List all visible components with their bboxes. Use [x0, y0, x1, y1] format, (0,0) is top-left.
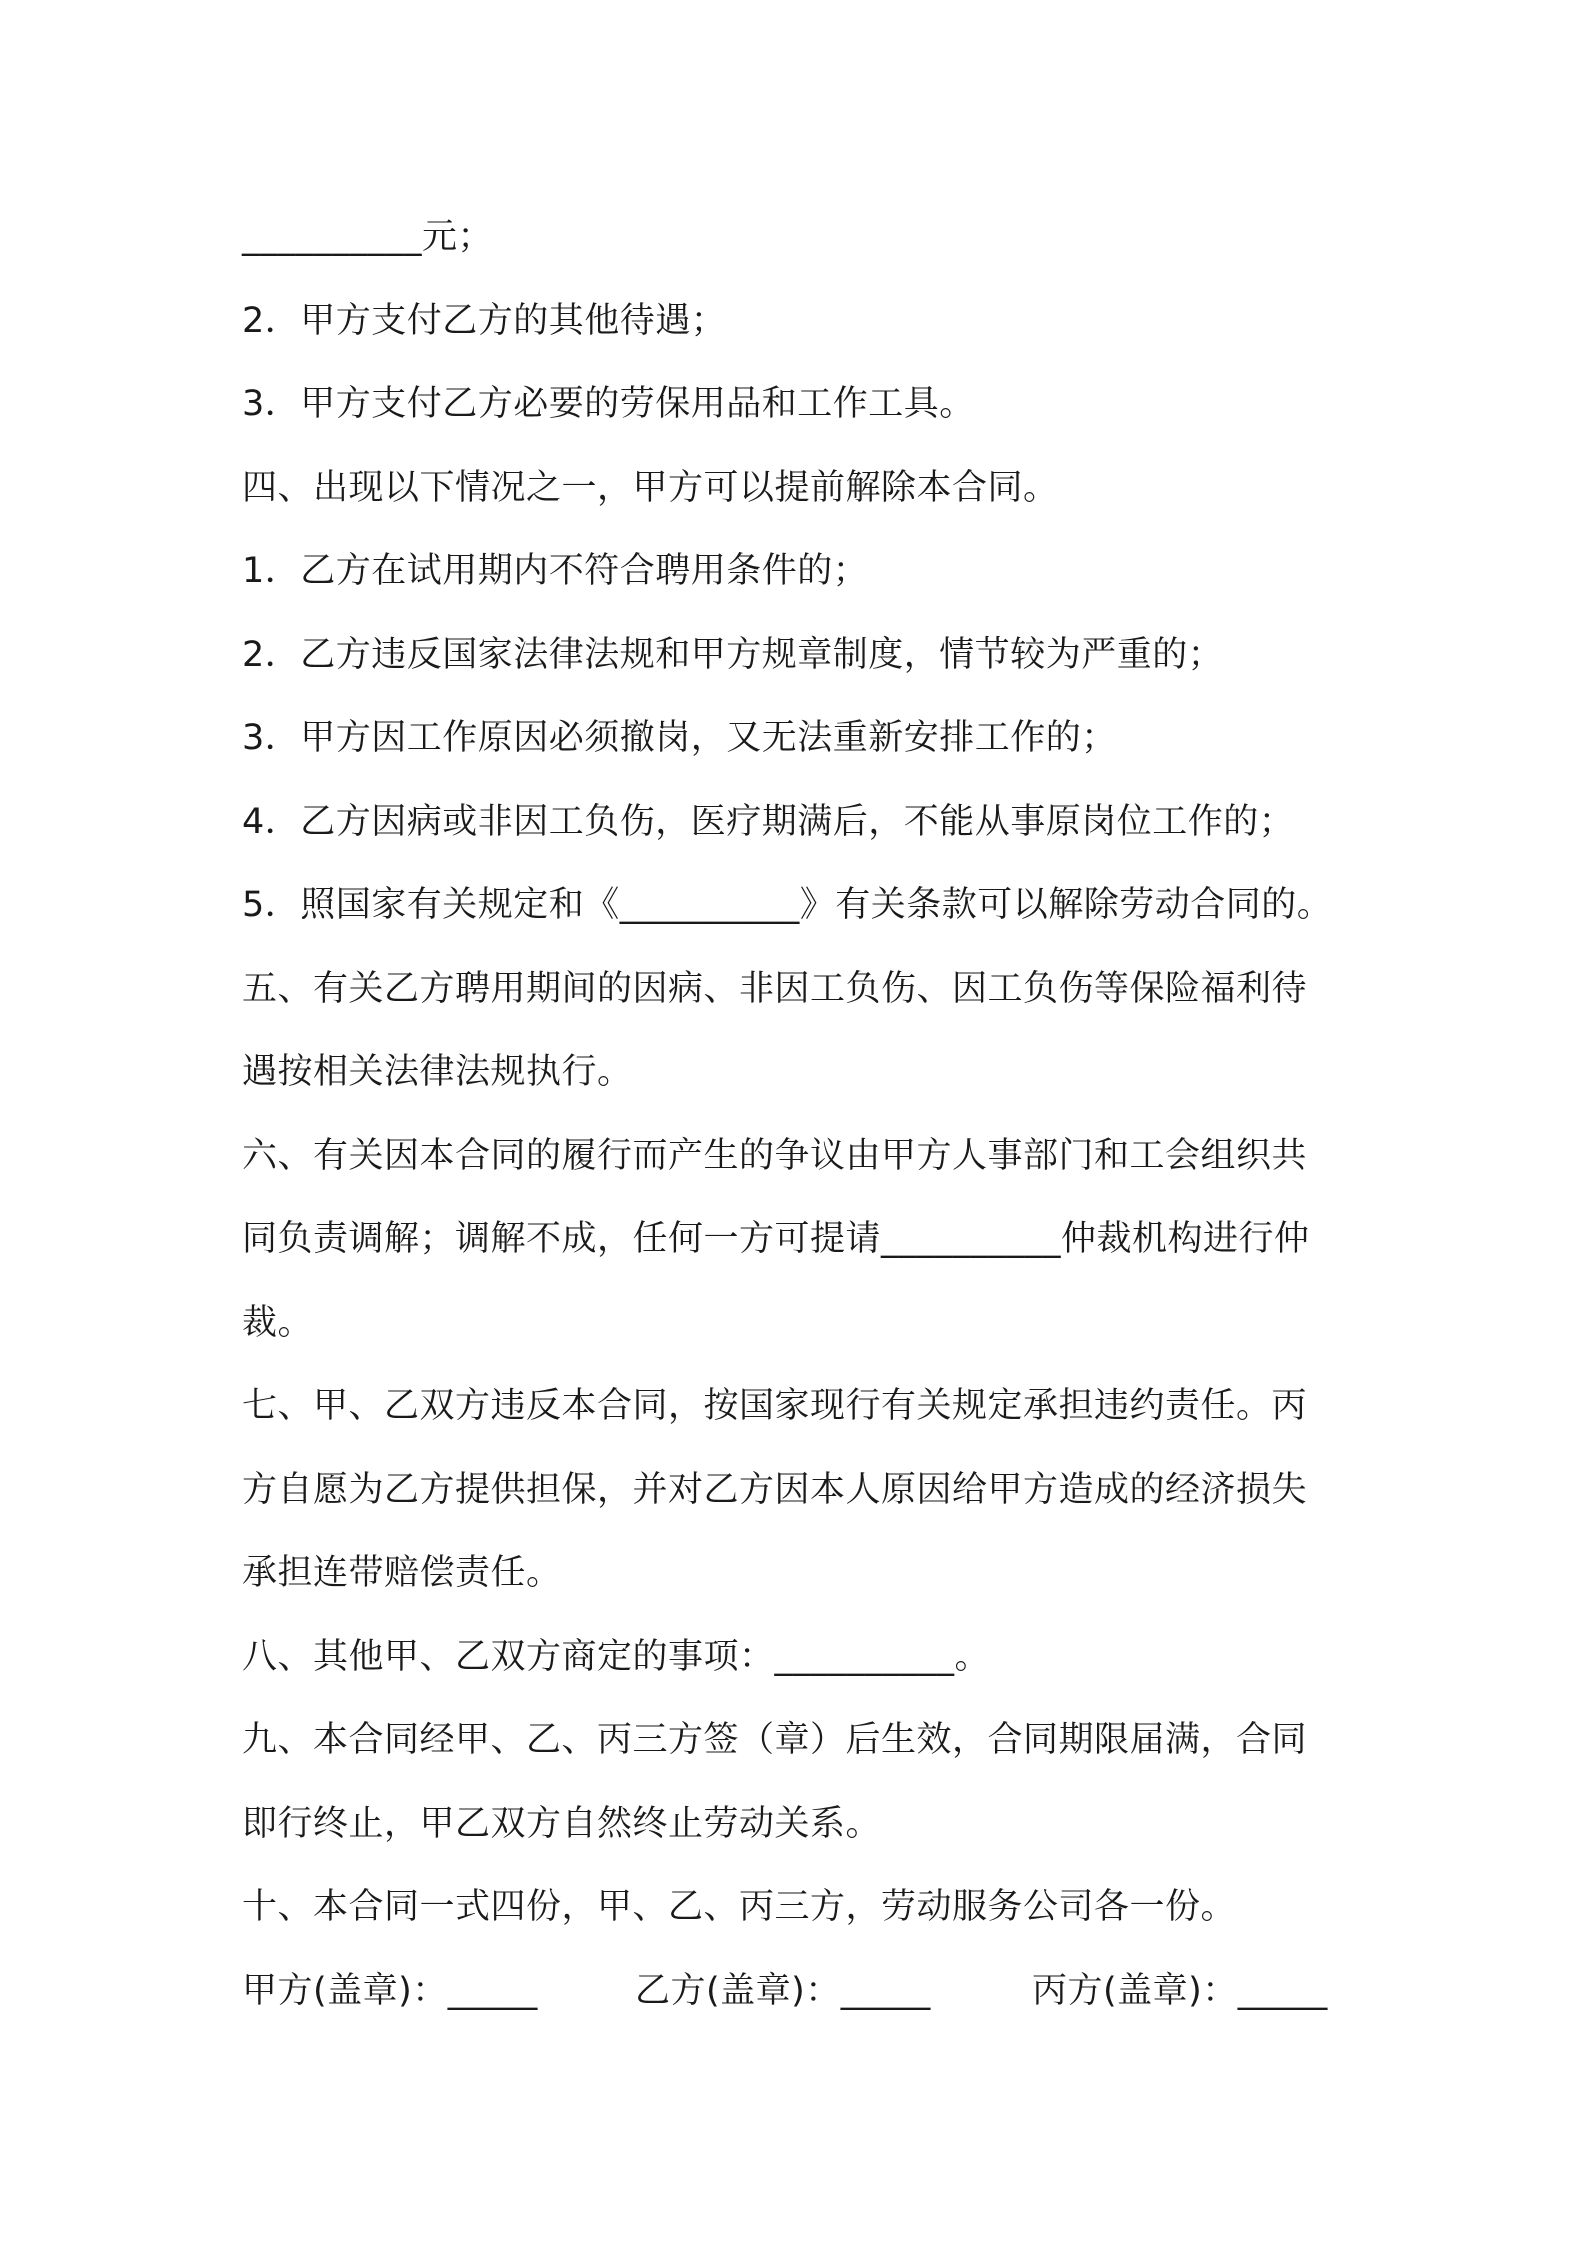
- signature-row: [242, 1950, 1382, 2034]
- section-heading-4: 四、出现以下情况之一，甲方可以提前解除本合同。: [242, 467, 1059, 508]
- text-line: 4．乙方因病或非因工负伤，医疗期满后，不能从事原岗位工作的；: [242, 801, 1295, 842]
- text-line: 方自愿为乙方提供担保，并对乙方因本人原因给甲方造成的经济损失: [242, 1469, 1308, 1510]
- party-a-signature: 甲方(盖章)：_____: [242, 1970, 538, 2011]
- text-line: 2．甲方支付乙方的其他待遇；: [242, 300, 727, 341]
- party-c-signature: 丙方(盖章)：_____: [1032, 1970, 1328, 2011]
- text-line: 5．照国家有关规定和《__________》有关条款可以解除劳动合同的。: [242, 885, 1333, 925]
- text-line: __________元；: [242, 217, 494, 257]
- text-line: 裁。: [242, 1302, 314, 1343]
- section-heading-9: 九、本合同经甲、乙、丙三方签（章）后生效，合同期限届满，合同: [242, 1720, 1308, 1760]
- text-line: 同负责调解；调解不成，任何一方可提请__________仲裁机构进行仲: [242, 1219, 1310, 1259]
- document-body: [242, 196, 1382, 2033]
- text-line: 承担连带赔偿责任。: [242, 1553, 562, 1593]
- text-line: 2．乙方违反国家法律法规和甲方规章制度，情节较为严重的；: [242, 634, 1224, 675]
- text-line: 3．甲方因工作原因必须撤岗，又无法重新安排工作的；: [242, 718, 1117, 758]
- text-line: 遇按相关法律法规执行。: [242, 1052, 633, 1092]
- party-b-signature: 乙方(盖章)：_____: [635, 1970, 931, 2011]
- text-line: 即行终止，甲乙双方自然终止劳动关系。: [242, 1803, 882, 1844]
- text-line: 1．乙方在试用期内不符合聘用条件的；: [242, 551, 869, 591]
- section-heading-6: 六、有关因本合同的履行而产生的争议由甲方人事部门和工会组织共: [242, 1135, 1308, 1176]
- section-heading-8: 八、其他甲、乙双方商定的事项：__________。: [242, 1636, 991, 1677]
- section-heading-5: 五、有关乙方聘用期间的因病、非因工负伤、因工负伤等保险福利待: [242, 968, 1308, 1009]
- section-heading-10: 十、本合同一式四份，甲、乙、丙三方，劳动服务公司各一份。: [242, 1887, 1237, 1927]
- section-heading-7: 七、甲、乙双方违反本合同，按国家现行有关规定承担违约责任。丙: [242, 1386, 1308, 1426]
- text-line: 3．甲方支付乙方必要的劳保用品和工作工具。: [242, 384, 975, 424]
